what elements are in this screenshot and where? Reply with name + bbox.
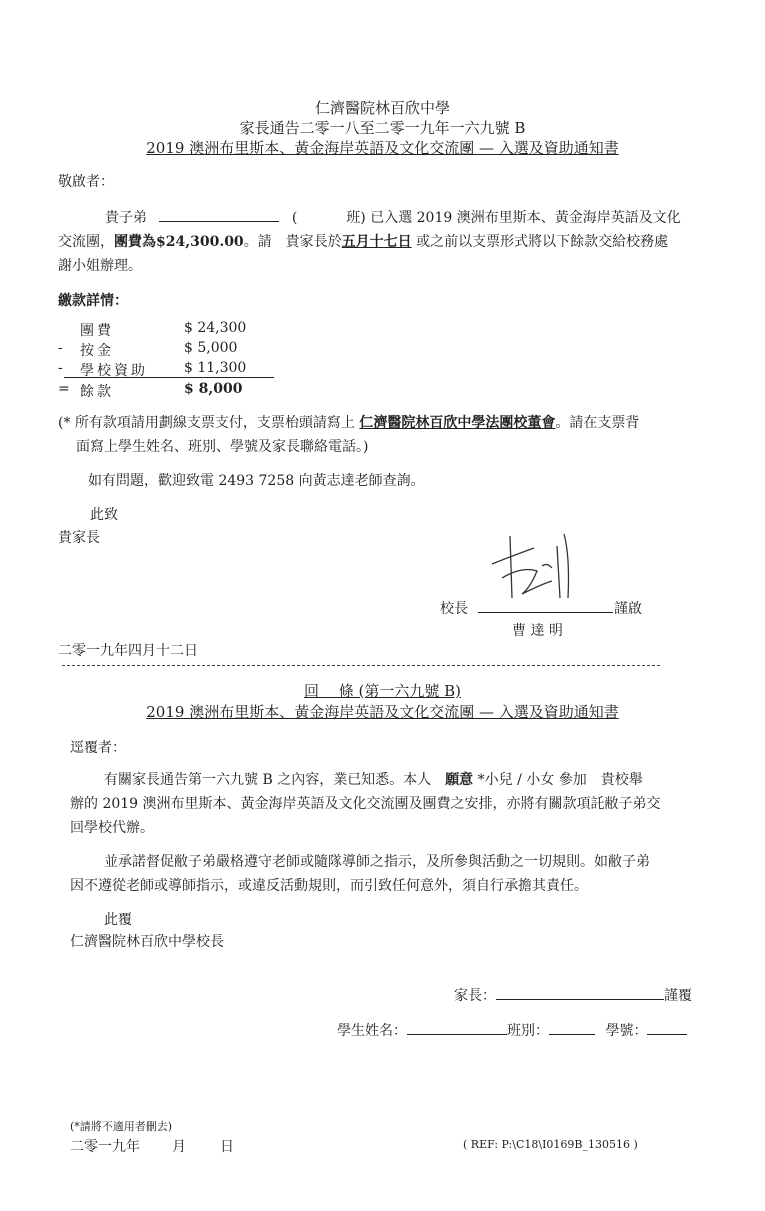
reply-paragraph-1-line-1 bbox=[104, 769, 643, 789]
class-label: 班別： bbox=[507, 1023, 549, 1039]
letter-paragraph-line-2 bbox=[58, 231, 668, 251]
fee-heading: 繳款詳情： bbox=[58, 293, 128, 309]
fee-amount: $ 11,300 bbox=[184, 360, 247, 376]
notice-title: 2019 澳洲布里斯本、黃金海岸英語及文化交流團 — 入選及資助通知書 bbox=[146, 139, 619, 157]
student-name-input[interactable] bbox=[407, 1034, 507, 1035]
parent-signature-field[interactable] bbox=[454, 985, 692, 1005]
parent-label: 家長： bbox=[454, 988, 496, 1004]
text: *小兒 / 小女 參加 貴校舉 bbox=[473, 772, 643, 788]
principal-signature-line bbox=[478, 612, 613, 613]
reply-paragraph-2-line-1: 並承諾督促敝子弟嚴格遵守老師或隨隊導師之指示，及所參與活動之一切規則。如敝子弟 bbox=[104, 854, 650, 870]
notice-number: 家長通告二零一八至二零一九年一六九號 B bbox=[239, 119, 526, 137]
payment-note-line-2: 面寫上學生姓名、班別、學號及家長聯絡電話。) bbox=[76, 439, 369, 455]
fee-sign: = bbox=[58, 381, 70, 397]
date-day: 日 bbox=[220, 1139, 234, 1155]
fee-label: 餘款 bbox=[80, 384, 114, 400]
text: 交流團， bbox=[58, 234, 114, 250]
text: 貴子弟 bbox=[105, 210, 147, 226]
reply-paragraph-2-line-2: 因不遵從老師或導師指示，或違反活動規則，而引致任何意外，須自行承擔其責任。 bbox=[70, 878, 588, 894]
fee-sign: - bbox=[58, 360, 63, 376]
fee-sign: - bbox=[58, 340, 63, 356]
fee-label: 按金 bbox=[80, 343, 114, 359]
text: 有關家長通告第一六九號 B 之內容，業已知悉。本人 bbox=[104, 772, 446, 788]
tour-fee: 團費為$24,300.00 bbox=[114, 234, 244, 250]
fee-amount: $ 24,300 bbox=[184, 320, 247, 336]
text: 或之前以支票形式將以下餘款交給校務處 bbox=[411, 234, 669, 250]
principal-name: 曹 達 明 bbox=[512, 623, 563, 639]
footnote: (*請將不適用者刪去) bbox=[70, 1120, 173, 1133]
fee-total-rule bbox=[64, 377, 274, 378]
principal-suffix: 謹啟 bbox=[614, 601, 642, 617]
parent-suffix: 謹覆 bbox=[664, 988, 692, 1004]
tear-off-line bbox=[62, 665, 660, 666]
reply-paragraph-1-line-3: 回學校代辦。 bbox=[70, 820, 154, 836]
cheque-payee: 仁濟醫院林百欣中學法團校董會 bbox=[359, 415, 556, 431]
text: 。請 貴家長於 bbox=[243, 234, 342, 250]
student-number-input[interactable] bbox=[647, 1034, 687, 1035]
text: 。請在支票背 bbox=[555, 415, 640, 431]
fee-label: 學校資助 bbox=[80, 363, 148, 379]
payment-note-line-1 bbox=[58, 412, 639, 432]
text: (* 所有款項請用劃線支票支付，支票枱頭請寫上 bbox=[58, 415, 360, 431]
reply-date bbox=[70, 1136, 234, 1156]
text: ( bbox=[291, 210, 298, 226]
fee-label: 團費 bbox=[80, 323, 114, 339]
class-input[interactable] bbox=[549, 1034, 595, 1035]
reply-closing-1: 此覆 bbox=[104, 912, 132, 928]
date-year: 二零一九年 bbox=[70, 1139, 140, 1155]
letter-paragraph-line-1 bbox=[105, 207, 681, 227]
closing-1: 此致 bbox=[90, 507, 118, 523]
letter-paragraph-line-3: 謝小姐辦理。 bbox=[58, 258, 142, 274]
reply-paragraph-1-line-2: 辦的 2019 澳洲布里斯本、黃金海岸英語及文化交流團及團費之安排，亦將有關款項託敝子弟交 bbox=[70, 796, 661, 812]
parent-signature-blank[interactable] bbox=[496, 999, 664, 1000]
salutation: 敬啟者： bbox=[58, 174, 114, 190]
date-month: 月 bbox=[172, 1139, 186, 1155]
reply-subtitle: 2019 澳洲布里斯本、黃金海岸英語及文化交流團 — 入選及資助通知書 bbox=[146, 703, 619, 721]
letter-date: 二零一九年四月十二日 bbox=[58, 643, 198, 659]
reference-code: ( REF: P:\C18\I0169B_130516 ) bbox=[463, 1138, 638, 1151]
student-name-label: 學生姓名： bbox=[337, 1023, 407, 1039]
closing-2: 貴家長 bbox=[58, 530, 100, 546]
school-name: 仁濟醫院林百欣中學 bbox=[314, 99, 450, 117]
fee-amount: $ 5,000 bbox=[184, 340, 238, 356]
consent-word: 願意 bbox=[445, 772, 474, 788]
student-number-label: 學號： bbox=[605, 1023, 648, 1039]
reply-closing-2: 仁濟醫院林百欣中學校長 bbox=[70, 934, 224, 950]
reply-title: 回 條 (第一六九號 B) bbox=[303, 682, 462, 700]
enquiry-line: 如有問題，歡迎致電 2493 7258 向黃志達老師查詢。 bbox=[88, 473, 425, 489]
principal-signature-icon bbox=[482, 526, 582, 601]
student-name-blank bbox=[159, 221, 279, 222]
deadline: 五月十七日 bbox=[341, 234, 412, 250]
reply-salutation: 逕覆者： bbox=[70, 740, 126, 756]
student-info-fields bbox=[337, 1020, 687, 1040]
text: 班) 已入選 2019 澳洲布里斯本、黃金海岸英語及文化 bbox=[346, 210, 681, 226]
principal-label: 校長 bbox=[440, 601, 468, 617]
fee-amount: $ 8,000 bbox=[184, 381, 243, 397]
